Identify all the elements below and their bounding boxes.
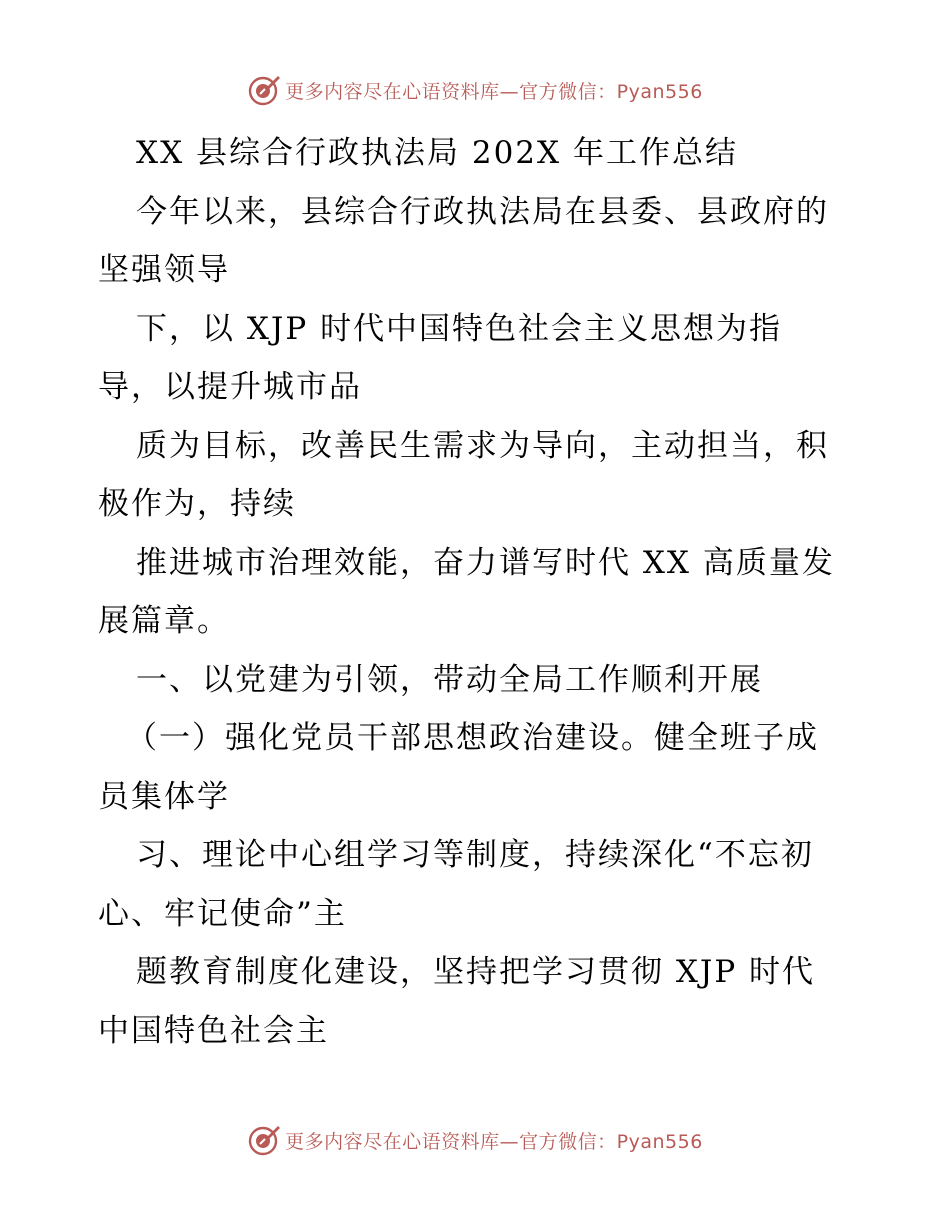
paragraph-line: 质为目标，改善民生需求为导向，主动担当，积 (136, 427, 829, 464)
paragraph-line: 员集体学 (98, 778, 230, 815)
paragraph-line: 极作为，持续 (98, 486, 296, 522)
paragraph-line: 心、牢记使命”主 (98, 895, 347, 932)
paragraph-line: 推进城市治理效能，奋力谱写时代 XX 高质量发 (136, 544, 835, 581)
paragraph-line: 题教育制度化建设，坚持把学习贯彻 XJP 时代 (136, 954, 816, 990)
paragraph-line: 展篇章。 (98, 603, 230, 639)
document-body (98, 124, 858, 1060)
header-watermark (0, 70, 950, 110)
quill-pen-logo-icon (247, 73, 281, 107)
section-heading: 一、以党建为引领，带动全局工作顺利开展 (136, 661, 763, 698)
footer-watermark (0, 1120, 950, 1160)
subsection-heading: （一）强化党员干部思想政治建设。健全班子成 (126, 720, 819, 756)
paragraph-line: 习、理论中心组学习等制度，持续深化“不忘初 (136, 837, 814, 873)
paragraph-line: 坚强领导 (98, 252, 230, 288)
document-title: XX 县综合行政执法局 202X 年工作总结 (136, 135, 738, 171)
watermark-text: 更多内容尽在心语资料库—官方微信：Pyan556 (285, 1130, 703, 1153)
paragraph-line: 中国特色社会主 (98, 1012, 329, 1049)
paragraph-line: 今年以来，县综合行政执法局在县委、县政府的 (136, 193, 829, 230)
paragraph-line: 导，以提升城市品 (98, 369, 362, 405)
quill-pen-logo-icon (247, 1123, 281, 1157)
watermark-text: 更多内容尽在心语资料库—官方微信：Pyan556 (285, 80, 703, 103)
paragraph-line: 下，以 XJP 时代中国特色社会主义思想为指 (136, 310, 783, 347)
